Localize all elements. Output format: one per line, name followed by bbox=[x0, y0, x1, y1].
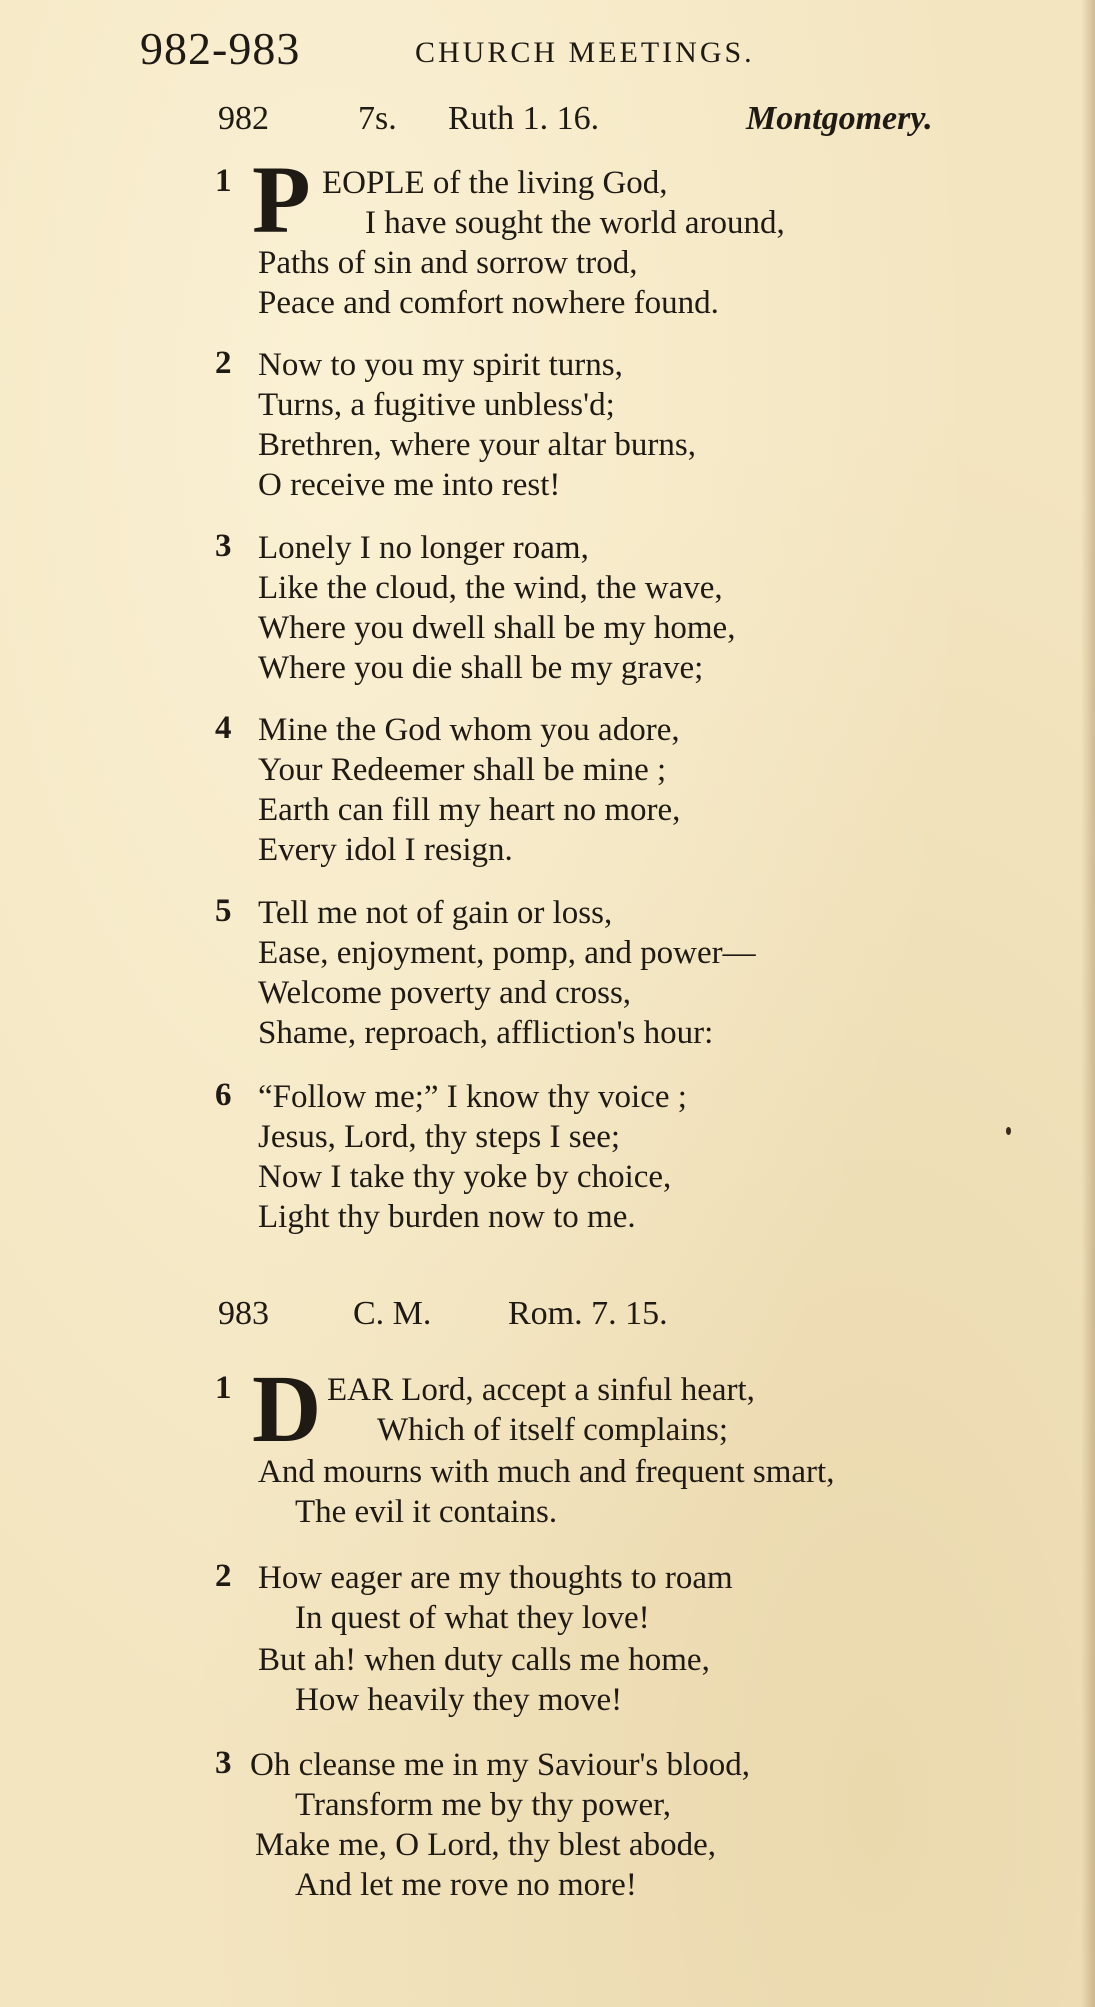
verse-line: In quest of what they love! bbox=[295, 1600, 650, 1636]
verse-line: EOPLE of the living God, bbox=[322, 165, 668, 201]
verse-line: Oh cleanse me in my Saviour's blood, bbox=[250, 1747, 750, 1783]
verse-line: Shame, reproach, affliction's hour: bbox=[258, 1015, 714, 1051]
page-number: 982-983 bbox=[140, 23, 301, 74]
hymn-heading-982 bbox=[218, 100, 1018, 144]
ink-speck bbox=[1006, 1127, 1011, 1135]
verse-line: How eager are my thoughts to roam bbox=[258, 1560, 733, 1596]
drop-capital: D bbox=[252, 1355, 322, 1462]
hymn-number: 982 bbox=[218, 100, 269, 137]
drop-capital: P bbox=[252, 146, 311, 253]
verse-line: And let me rove no more! bbox=[295, 1867, 637, 1903]
stanza-number: 1 bbox=[215, 1370, 232, 1406]
stanza-number: 4 bbox=[215, 710, 232, 746]
stanza-number: 5 bbox=[215, 893, 232, 929]
hymn-tune: Montgomery. bbox=[746, 100, 933, 137]
stanza-number: 3 bbox=[215, 528, 232, 564]
stanza-number: 2 bbox=[215, 1558, 232, 1594]
verse-line: Now I take thy yoke by choice, bbox=[258, 1159, 672, 1195]
hymn-heading-983 bbox=[218, 1295, 1018, 1339]
stanza-number: 1 bbox=[215, 163, 232, 199]
hymn-scripture: Ruth 1. 16. bbox=[448, 100, 600, 137]
verse-line: Now to you my spirit turns, bbox=[258, 347, 623, 383]
verse-line: Transform me by thy power, bbox=[295, 1787, 672, 1823]
verse-line: Peace and comfort nowhere found. bbox=[258, 285, 719, 321]
verse-line: Earth can fill my heart no more, bbox=[258, 792, 681, 828]
page-edge-shadow bbox=[1081, 0, 1095, 2007]
verse-line: The evil it contains. bbox=[295, 1494, 558, 1530]
hymn-meter: C. M. bbox=[353, 1295, 432, 1332]
verse-line: Paths of sin and sorrow trod, bbox=[258, 245, 638, 281]
verse-line: Lonely I no longer roam, bbox=[258, 530, 589, 566]
verse-line: O receive me into rest! bbox=[258, 467, 561, 503]
verse-line: Which of itself complains; bbox=[377, 1412, 728, 1448]
verse-line: Where you die shall be my grave; bbox=[258, 650, 704, 686]
running-title: CHURCH MEETINGS. bbox=[415, 36, 755, 69]
verse-line: I have sought the world around, bbox=[365, 205, 785, 241]
stanza-number: 2 bbox=[215, 345, 232, 381]
verse-line: Tell me not of gain or loss, bbox=[258, 895, 613, 931]
page-header bbox=[140, 22, 1040, 82]
verse-line: Every idol I resign. bbox=[258, 832, 513, 868]
verse-line: Jesus, Lord, thy steps I see; bbox=[258, 1119, 621, 1155]
verse-line: “Follow me;” I know thy voice ; bbox=[258, 1079, 687, 1115]
verse-line: And mourns with much and frequent smart, bbox=[258, 1454, 835, 1490]
stanza-number: 3 bbox=[215, 1745, 232, 1781]
hymn-number: 983 bbox=[218, 1295, 269, 1332]
verse-line: EAR Lord, accept a sinful heart, bbox=[327, 1372, 755, 1408]
verse-line: Ease, enjoyment, pomp, and power— bbox=[258, 935, 756, 971]
verse-line: Welcome poverty and cross, bbox=[258, 975, 632, 1011]
hymn-scripture: Rom. 7. 15. bbox=[508, 1295, 668, 1332]
stanza-number: 6 bbox=[215, 1077, 232, 1113]
verse-line: Your Redeemer shall be mine ; bbox=[258, 752, 667, 788]
verse-line: Brethren, where your altar burns, bbox=[258, 427, 697, 463]
verse-line: Where you dwell shall be my home, bbox=[258, 610, 736, 646]
verse-line: Like the cloud, the wind, the wave, bbox=[258, 570, 723, 606]
verse-line: Make me, O Lord, thy blest abode, bbox=[255, 1827, 716, 1863]
hymn-meter: 7s. bbox=[358, 100, 397, 137]
verse-line: How heavily they move! bbox=[295, 1682, 623, 1718]
verse-line: Light thy burden now to me. bbox=[258, 1199, 636, 1235]
verse-line: Mine the God whom you adore, bbox=[258, 712, 680, 748]
verse-line: But ah! when duty calls me home, bbox=[258, 1642, 710, 1678]
verse-line: Turns, a fugitive unbless'd; bbox=[258, 387, 615, 423]
